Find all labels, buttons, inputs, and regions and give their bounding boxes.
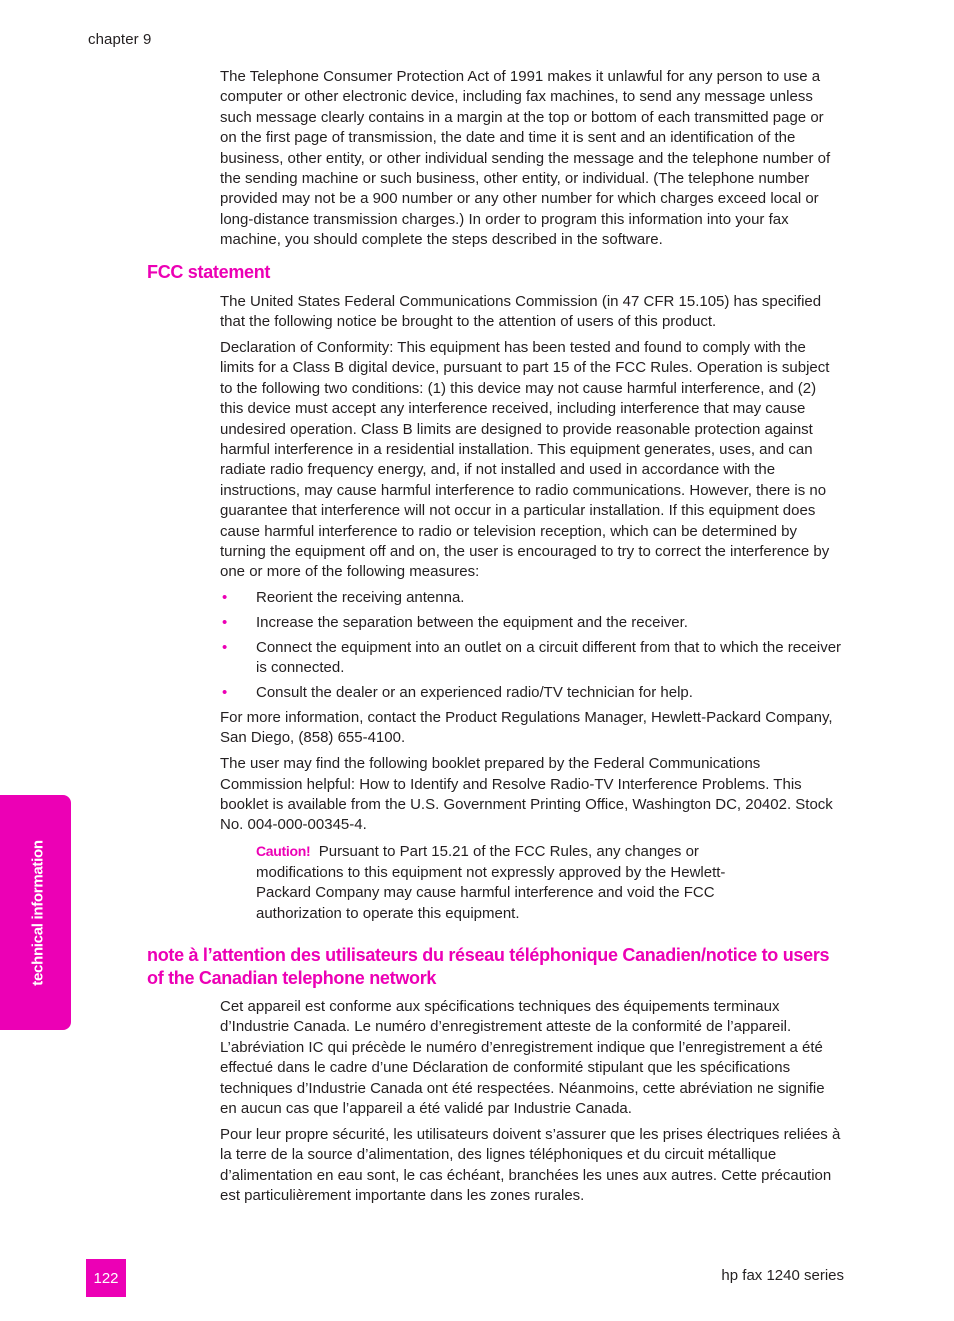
side-tab-label: technical information <box>29 840 47 986</box>
list-item <box>220 588 842 608</box>
fcc-heading: FCC statement <box>147 261 271 282</box>
fcc-section <box>220 292 842 924</box>
caution-label: Caution! <box>256 843 311 860</box>
list-item-text: Reorient the receiving antenna. <box>256 589 465 607</box>
caution-note <box>256 841 756 924</box>
page-number: 122 <box>86 1259 126 1297</box>
page-content <box>147 67 847 1212</box>
canadian-section <box>220 997 842 1207</box>
footer-product-title: hp fax 1240 series <box>721 1267 844 1284</box>
caution-text: Pursuant to Part 15.21 of the FCC Rules, any changes or modifications to this equipment not expressly approved by the Hewlett-Packard Company may cause harmful interference and void the FCC authorization to operate this equipment. <box>256 843 726 922</box>
chapter-label: chapter 9 <box>88 31 152 48</box>
list-item-text: Consult the dealer or an experienced radio/TV technician for help. <box>256 684 693 702</box>
canadian-paragraph-1: Cet appareil est conforme aux spécifications techniques des équipements terminaux d’Industrie Canada. Le numéro d’enregistrement atteste de la conformité de l’appareil. L’abréviation IC qui précède le numéro d’enregistrement indique que l’enregistrement a été effectué dans le cadre d’une Déclaration de conformité stipulant que les spécifications techniques d’Industrie Canada ont été respectées. Néanmoins, cette abréviation ne signifie en aucun cas que l’appareil a été validé par Industrie Canada. <box>220 998 825 1118</box>
fcc-paragraph-3: For more information, contact the Product Regulations Manager, Hewlett-Packard Company, San Diego, (858) 655-4100. <box>220 708 833 747</box>
list-item <box>220 638 842 679</box>
bullet-icon: • <box>222 638 228 656</box>
intro-paragraph: The Telephone Consumer Protection Act of 1991 makes it unlawful for any person to use a computer or other electronic device, including fax machines, to send any message unless such message clearly contains in a margin at the top or bottom of each transmitted page or on the first page of transmission, the date and time it is sent and an identification of the business, other entity, or other individual sending the message and the telephone number of the sending machine or such business, other entity, or individual. (The telephone number provided may not be a 900 number or any other number for which charges exceed local or long-distance transmission charges.) In order to program this information into your fax machine, you should complete the steps described in the software. <box>220 68 831 249</box>
canadian-heading: note à l’attention des utilisateurs du réseau téléphonique Canadien/notice to users of the Canadian telephone network <box>147 945 830 988</box>
canadian-paragraph-2: Pour leur propre sécurité, les utilisateurs doivent s’assurer que les prises électriques reliées à la terre de la source d’alimentation, des lignes téléphoniques et du circuit métallique d’alimentation en eau sont, le cas échéant, branchées les unes aux autres. Cette précaution est particulièrement importante dans les zones rurales. <box>220 1125 841 1205</box>
fcc-paragraph-2: Declaration of Conformity: This equipment has been tested and found to comply with the limits for a Class B digital device, pursuant to part 15 of the FCC Rules. Operation is subject to the following two conditions: (1) this device may not cause harmful interference, and (2) this device must accept any interference received, including interference that may cause undesired operation. Class B limits are designed to provide reasonable protection against harmful interference in a residential installation. This equipment generates, uses, and can radiate radio frequency energy, and, if not installed and used in accordance with the instructions, may cause harmful interference to radio communications. However, there is no guarantee that interference will not occur in a particular installation. If this equipment does cause harmful interference to radio or television reception, which can be determined by turning the equipment off and on, the user is encouraged to try to correct the interference by one or more of the following measures: <box>220 338 830 581</box>
fcc-measures-list <box>220 588 842 703</box>
list-item <box>220 613 842 633</box>
intro-section <box>220 67 842 251</box>
bullet-icon: • <box>222 684 228 702</box>
list-item-text: Connect the equipment into an outlet on a circuit different from that to which the receiver is connected. <box>256 638 842 677</box>
list-item-text: Increase the separation between the equipment and the receiver. <box>256 614 688 632</box>
bullet-icon: • <box>222 589 228 607</box>
fcc-paragraph-4: The user may find the following booklet prepared by the Federal Communications Commission helpful: How to Identify and Resolve Radio-TV Interference Problems. This booklet is available from the U.S. Government Printing Office, Washington DC, 20402. Stock No. 004-000-00345-4. <box>220 755 833 834</box>
fcc-paragraph-1: The United States Federal Communications Commission (in 47 CFR 15.105) has specified that the following notice be brought to the attention of users of this product. <box>220 292 822 331</box>
bullet-icon: • <box>222 614 228 632</box>
list-item <box>220 683 842 703</box>
